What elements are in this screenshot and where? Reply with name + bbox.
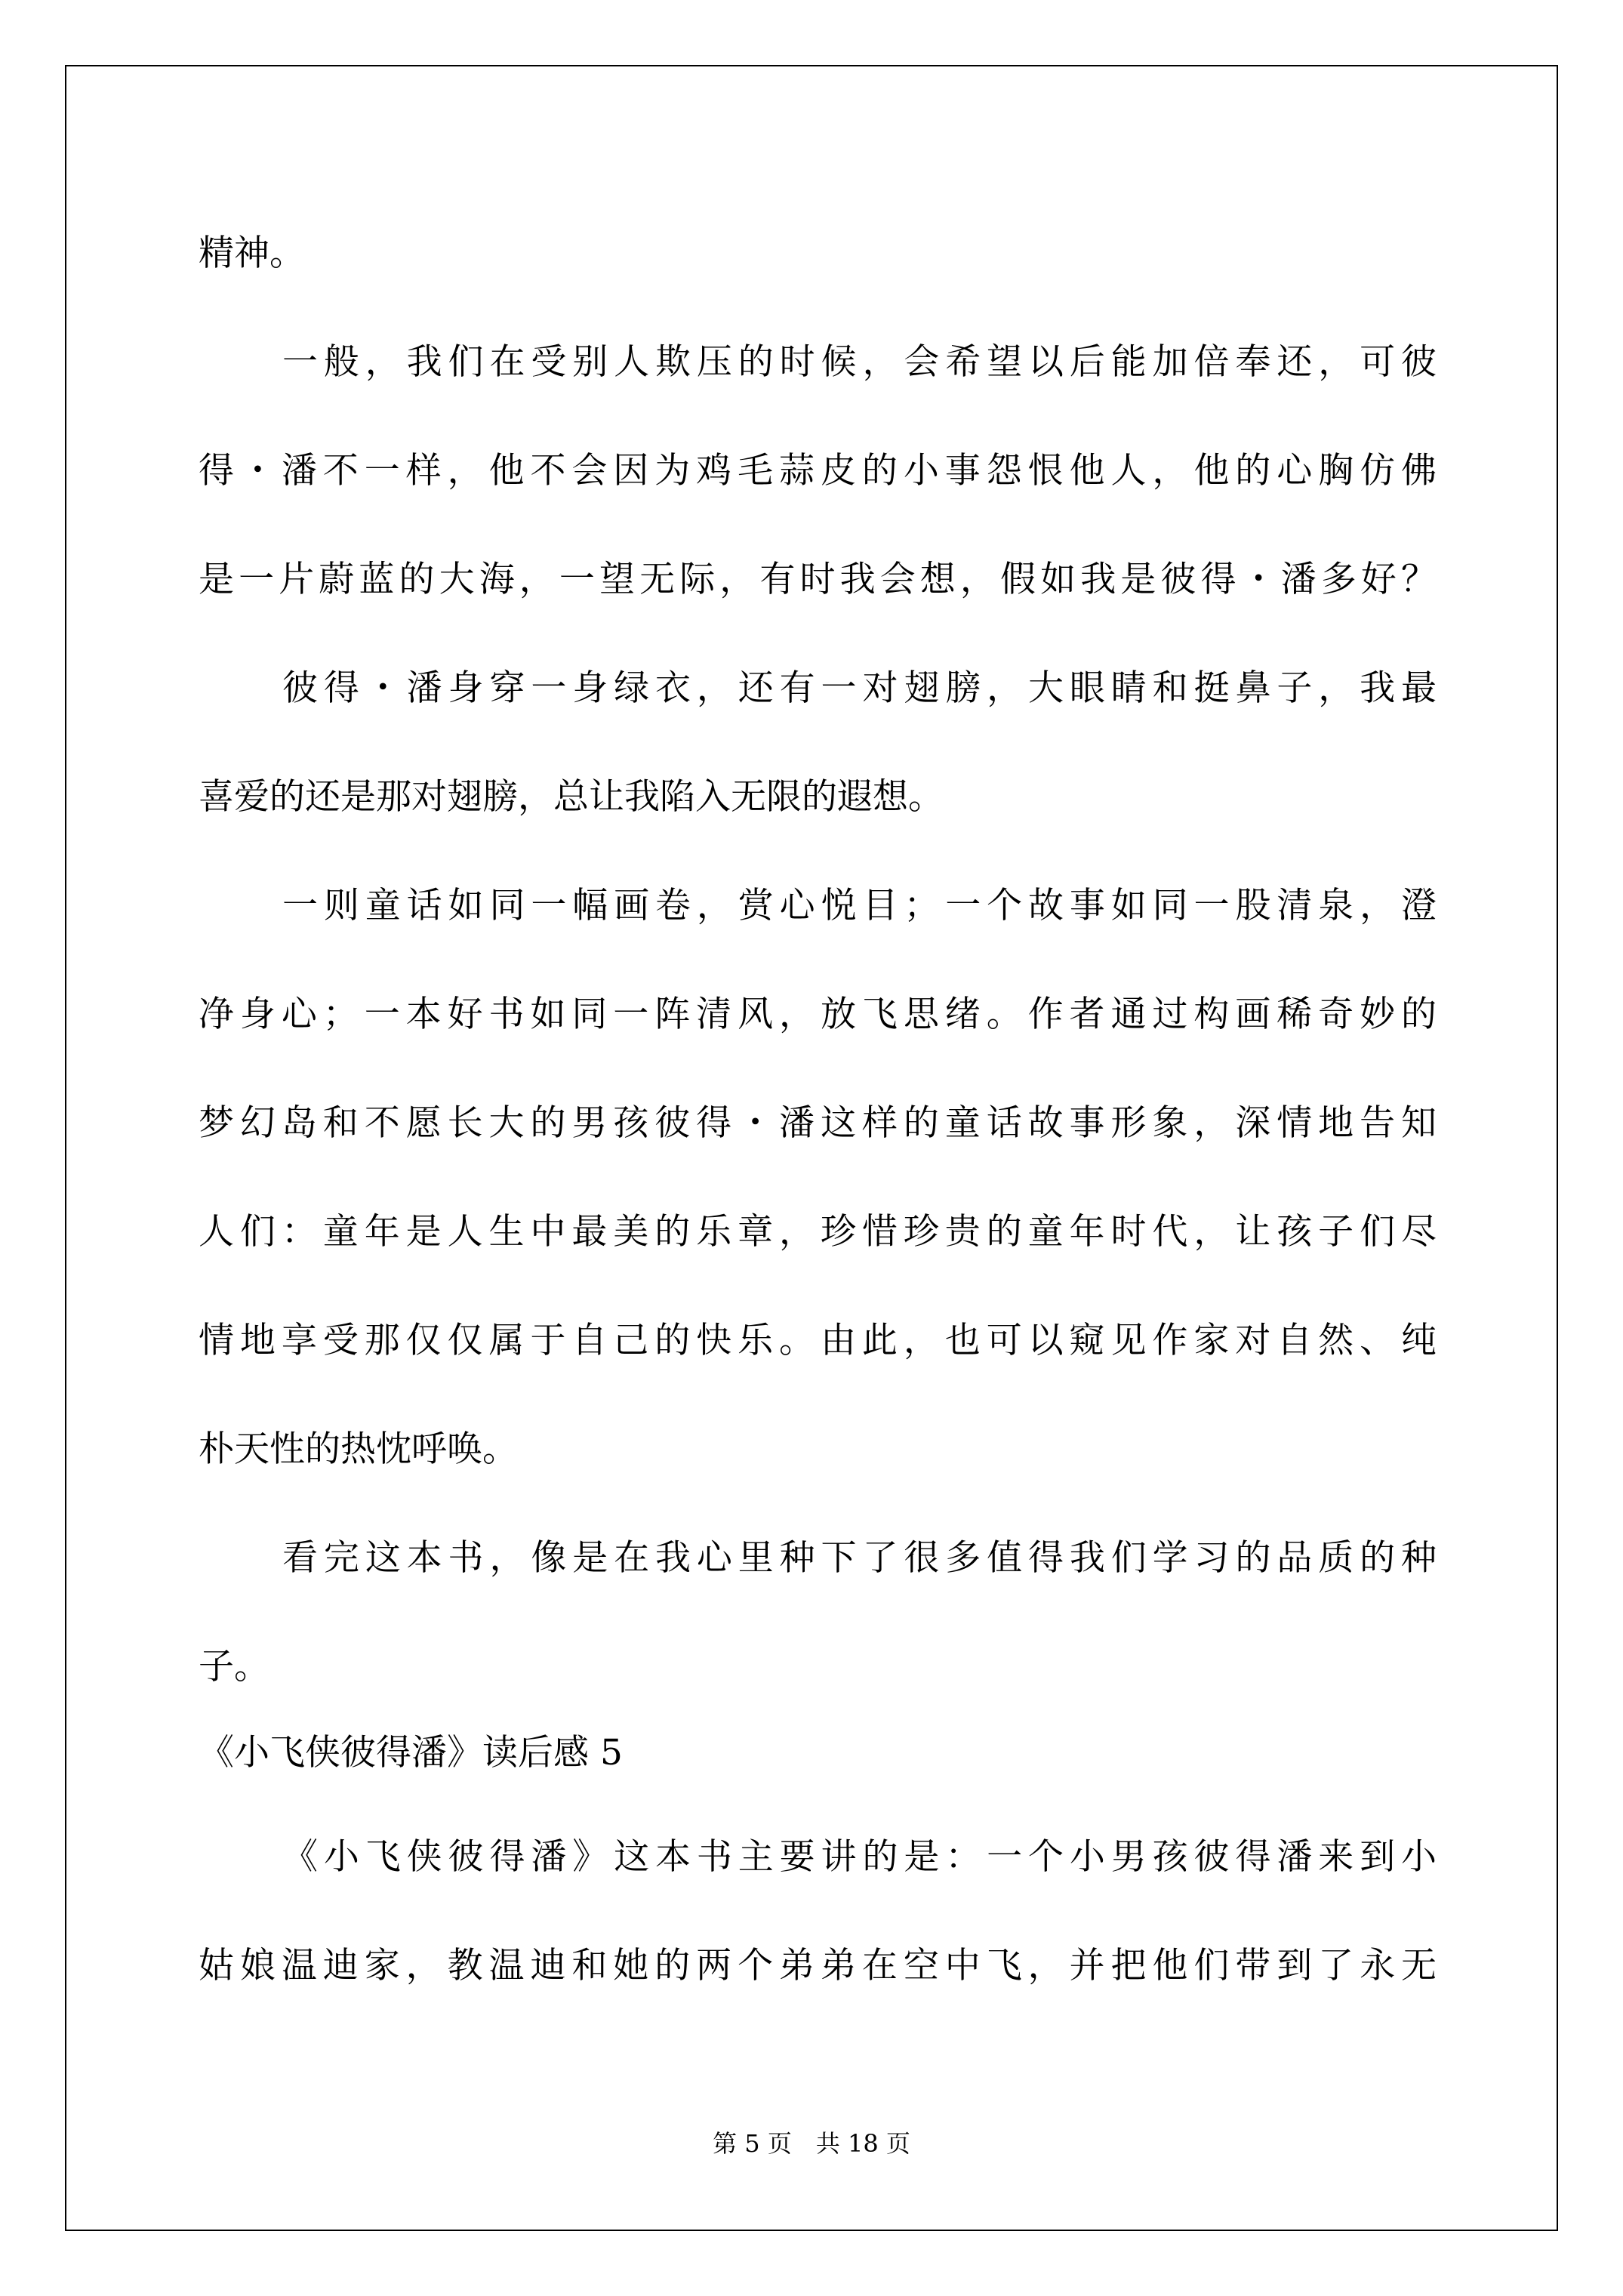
text-line: 人们：童年是人生中最美的乐章，珍惜珍贵的童年时代，让孩子们尽: [199, 1211, 1437, 1253]
text-line: 看完这本书，像是在我心里种下了很多值得我们学习的品质的种: [282, 1537, 1437, 1579]
text-line: 朴天性的热忱呼唤。: [199, 1428, 518, 1470]
text-line: 一般，我们在受别人欺压的时候，会希望以后能加倍奉还，可彼: [282, 341, 1437, 383]
text-line: 净身心；一本好书如同一阵清风，放飞思绪。作者通过构画稀奇妙的: [199, 994, 1437, 1035]
text-line: 喜爱的还是那对翅膀，总让我陷入无限的遐想。: [199, 776, 944, 818]
text-line: 彼得・潘身穿一身绿衣，还有一对翅膀，大眼睛和挺鼻子，我最: [282, 667, 1437, 709]
text-line: 是一片蔚蓝的大海，一望无际，有时我会想，假如我是彼得・潘多好？: [199, 559, 1437, 600]
text-line: 得・潘不一样，他不会因为鸡毛蒜皮的小事怨恨他人，他的心胸仿佛: [199, 450, 1437, 492]
page-border: [65, 65, 1558, 2231]
text-line: 子。: [199, 1646, 269, 1687]
section-heading: 《小飞侠彼得潘》读后感 5: [199, 1732, 623, 1774]
page-footer: 第 5 页 共 18 页: [713, 2129, 910, 2158]
text-line: 一则童话如同一幅画卷，赏心悦目；一个故事如同一股清泉，澄: [282, 885, 1437, 926]
text-line: 姑娘温迪家，教温迪和她的两个弟弟在空中飞，并把他们带到了永无: [199, 1945, 1437, 1986]
text-line: 情地享受那仅仅属于自己的快乐。由此，也可以窥见作家对自然、纯: [199, 1320, 1437, 1361]
text-line: 梦幻岛和不愿长大的男孩彼得・潘这样的童话故事形象，深情地告知: [199, 1102, 1437, 1144]
text-line: 《小飞侠彼得潘》这本书主要讲的是：一个小男孩彼得潘来到小: [282, 1836, 1437, 1878]
text-line: 精神。: [199, 233, 305, 274]
